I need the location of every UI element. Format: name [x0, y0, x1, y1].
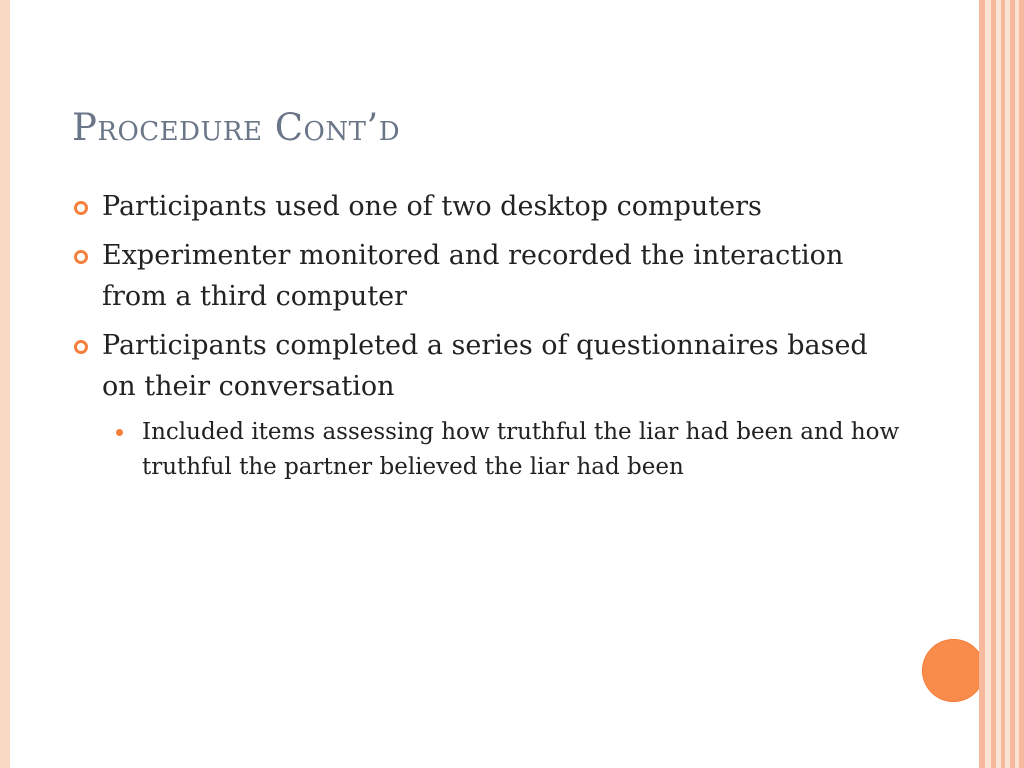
slide-canvas: [10, 0, 979, 768]
stripe: [979, 0, 985, 768]
sub-bullet-item: [116, 415, 904, 485]
bullet-list: [74, 186, 904, 485]
ring-bullet-icon: [74, 340, 88, 354]
bullet-item: [74, 235, 904, 317]
sub-bullet-text: Included items assessing how truthful the liar had been and how truthful the partner believed the liar had been: [142, 419, 900, 480]
bullet-text: Participants used one of two desktop computers: [102, 191, 762, 222]
slide-title: Procedure Cont’d: [72, 106, 401, 149]
bullet-item: [74, 325, 904, 407]
stripe: [1001, 0, 1005, 768]
decorative-orange-circle: [922, 639, 985, 702]
right-stripes-decoration: [979, 0, 1024, 768]
bullet-item: [74, 186, 904, 227]
stripe: [1010, 0, 1015, 768]
ring-bullet-icon: [74, 201, 88, 215]
stripe: [991, 0, 996, 768]
ring-bullet-icon: [74, 250, 88, 264]
stripe: [1019, 0, 1024, 768]
dot-bullet-icon: [116, 429, 123, 436]
bullet-text: Participants completed a series of questionnaires based on their conversation: [102, 330, 868, 402]
bullet-text: Experimenter monitored and recorded the interaction from a third computer: [102, 240, 844, 312]
